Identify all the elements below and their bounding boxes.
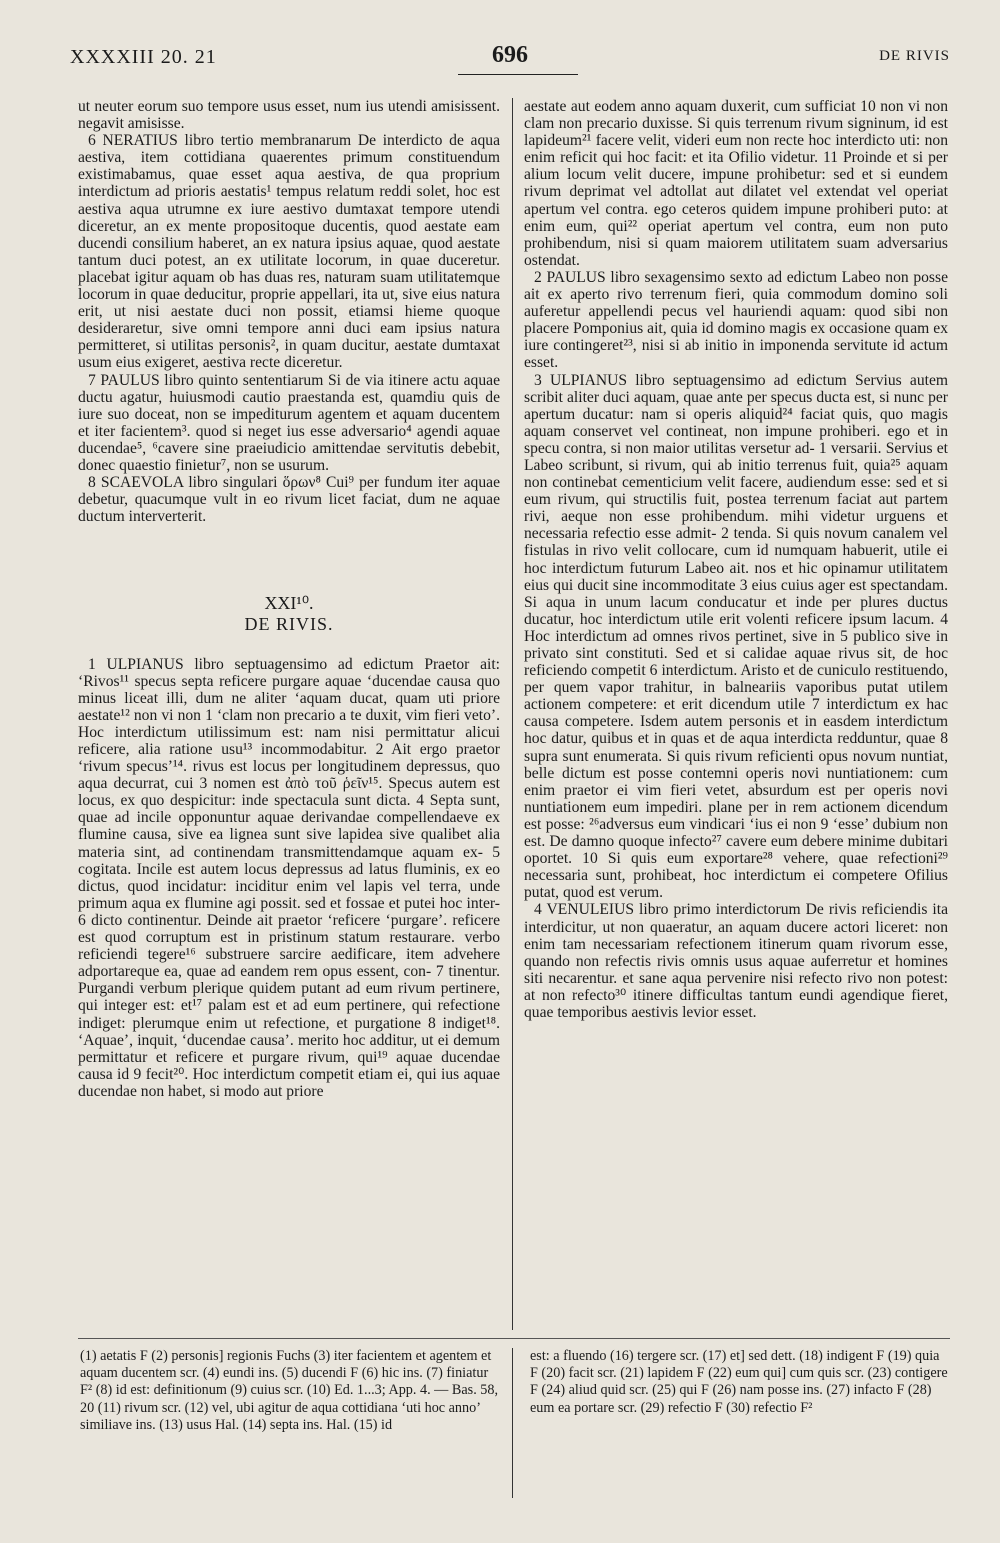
footnote-column-divider	[512, 1348, 513, 1498]
header-rule	[458, 74, 578, 75]
paragraph: 2 PAULUS libro sexagensimo sexto ad edictum Labeo non posse ait ex aperto rivo terrenum fieri, quia commodum domino soli auferetur appellendi pecus vel hauriendi aquam: quod sibi non placere Pomponius ait, quia id domino magis ex occasione quam ex iure contingeret²³, nisi si ab initio in imponenda servitute id actum esset.	[524, 268, 948, 372]
paragraph: ut neuter eorum suo tempore usus esset, num ius utendi amisissent. negavit amisisse.	[78, 98, 500, 133]
column-divider	[512, 98, 513, 1330]
header-section-reference: XXXXIII 20. 21	[70, 46, 217, 68]
paragraph: 7 PAULUS libro quinto sententiarum Si de via itinere actu aquae ductu agatur, huiusmodi cautio praestanda est, quamdiu quis de iure suo doceat, non se impediturum agentem et aquam ducentem et iter facientem³. quod si neget ius esse adversario⁴ agendi aquae ducendae⁵, ⁶cavere sine praeiudicio amittendae servitutis debebit, donec quaestio finietur⁷, non se usurum.	[78, 371, 500, 474]
title-number: XXI¹⁰.	[264, 593, 314, 614]
header-running-title: DE RIVIS	[879, 48, 950, 64]
footnotes-right: est: a fluendo (16) tergere scr. (17) et] sed dett. (18) indigent F (19) quia F (20) facit scr. (21) lapidem F (22) eum qui] cum quis scr. (23) contigere F (24) aliud quid scr. (25) qui F (26) nam posse ins. (27) infacto F (28) eum ea portare scr. (29) refectio F (30) refectio F²	[530, 1348, 948, 1416]
title-heading: DE RIVIS.	[244, 614, 334, 635]
paragraph: 8 SCAEVOLA libro singulari ὅρων⁸ Cui⁹ per fundum iter aquae debetur, quacumque vult in eo rivum licet faciat, dum ne aquae ductum interverterit.	[78, 474, 500, 526]
paragraph: 1 ULPIANUS libro septuagensimo ad edictum Praetor ait: ‘Rivos¹¹ specus septa reficere purgare aquae ‘ducendae causa quo minus liceat illi, dum ne aliter ‘aquam ducat, quam uti priore aestate¹² non vi non 1 ‘clam non precario a te duxit, vim fieri veto’. Hoc interdictum utilissimum est: nam nisi permittatur alicui reficere, alia ratione usu¹³ incommodabitur. 2 Ait ergo praetor ‘rivum specus’¹⁴. rivus est locus per longitudinem depressus, quo aqua decurrat, cui 3 nomen est ἀπὸ τοῦ ῥεῖν¹⁵. Specus autem est locus, ex quo despicitur: inde spectacula sunt dicta. 4 Septa sunt, quae ad incile opponuntur aquae derivandae compellendaeve ex flumine causa, sive ea lignea sunt sive lapidea sive qualibet alia materia sint, ad continendam transmittendamque aquam ex- 5 cogitata. Incile est autem locus depressus ad latus fluminis, ex eo dictus, quod incidatur: inciditur enim vel lapis vel terra, unde primum aqua ex flumine agi possit. sed et fossae et putei hoc inter- 6 dicto continentur. Deinde ait praetor ‘reficere ‘purgare’. reficere est quod corruptum est in pristinum statum restaurare. verbo reficiendi tegere¹⁶ substruere sarcire aedificare, item advehere adportareque ea, quae ad eandem rem opus essent, con- 7 tinentur. Purgandi verbum plerique quidem putant ad eum rivum pertinere, qui integer est: et¹⁷ palam est et ad eum pertinere, qui refectione indiget: plerumque enim ut refectione, et purgatione 8 indiget¹⁸. ‘Aquae’, inquit, ‘ducendae causa’. merito hoc additur, ut ei demum permittatur et reficere et purgare rivum, qui¹⁹ aquae ducendae causa id 9 fecit²⁰. Hoc interdictum competit etiam ei, qui ius aquae ducendae non habet, si modo aut priore	[78, 655, 500, 1100]
right-column	[524, 98, 948, 1021]
footnote-rule	[78, 1338, 950, 1339]
footnotes-left: (1) aetatis F (2) personis] regionis Fuchs (3) iter facientem et agentem et aquam ducentem scr. (4) eundi ins. (5) ducendi F (6) hic ins. (7) finiatur F² (8) id est: definitionum (9) cuius scr. (10) Ed. 1...3; App. 4. — Bas. 58, 20 (11) rivum scr. (12) vel, ubi agitur de aqua cottidiana ‘uti hoc anno’ similiave ins. (13) usus Hal. (14) septa ins. Hal. (15) id	[80, 1348, 499, 1433]
paragraph: aestate aut eodem anno aquam duxerit, cum sufficiat 10 non vi non clam non precario duxisse. Si quis terrenum rivum signinum, id est lapideum²¹ facere velit, videri eum non recte hoc interdicto uti: non enim reficit qui hoc facit: et ita Ofilio videtur. 11 Proinde et si per alium locum velit ducere, impune prohibetur: sed et si eundem rivum deprimat vel adtollat aut dilatet vel extendat vel operiat apertum vel contra. ego ceteros quidem impune prohiberi puto: at enim eum, qui²² operiat apertum vel contra, eum non puto prohibendum, nisi si quam maiorem utilitatem suam adversarius ostendat.	[524, 98, 948, 269]
paragraph: 3 ULPIANUS libro septuagensimo ad edictum Servius autem scribit aliter duci aquam, quae ante per specus ducta est, si nunc per apertum ducatur: nam si operis aliquid²⁴ faciat quis, quo magis aquam conservet vel contineat, non impune prohiberi. ego et in specu contra, si non maior utilitas versetur ad- 1 versarii. Servius et Labeo scribunt, si rivum, qui ab initio terrenus fuit, quia²⁵ aquam non continebat cementicium velit facere, audiendum esse: sed et si eum rivum, qui structilis fuit, postea terrenum faciat aut partem rivi, aeque non esse prohibendum. mihi videtur urguens et necessaria refectio esse admit- 2 tenda. Si quis novum canalem vel fistulas in rivo velit collocare, cum id numquam habuerit, utile ei hoc interdictum futurum Labeo ait. nos et hic opinamur utilitatem eius qui ducit sine incommoditate 3 eius cuius ager est spectandam. Si aqua in unum lacum conducatur et inde per plures ductus ducatur, hoc interdictum utile erit volenti reficere ipsum lacum. 4 Hoc interdictum ad omnes rivos pertinet, sive in 5 publico sive in privato sint constituti. Sed et si calidae aquae rivus sit, de hoc reficiendo competit 6 interdictum. Aristo et de cuniculo restituendo, per quem vapor trahitur, in balneariis vaporibus putat utilem actionem competere: et erit dicendum utile 7 interdictum ex hac causa competere. Isdem autem personis et in easdem interdictum hoc datur, quibus et in quas et de aqua interdicta redduntur, quae 8 supra sunt enumerata. Si quis rivum reficienti opus novum nuntiat, belle dictum est posse contemni operis novi nuntiationem: cum enim praetor ei vim fieri vetet, absurdum est per operis novi nuntiationem eum impediri. plane per in rem actionem dicendum est posse: ²⁶adversus eum vindicari ‘ius ei non 9 ‘esse’ dubium non est. De damno quoque infecto²⁷ cavere eum debere minime dubitari oportet. 10 Si quis eum exportare²⁸ vehere, quae refectioni²⁹ necessaria sunt, prohibeat, hoc interdictum ei competere Ofilius putat, quod est verum.	[524, 371, 948, 902]
page-number: 696	[492, 42, 528, 68]
running-header	[70, 44, 950, 78]
paragraph: 6 NERATIUS libro tertio membranarum De interdicto de aqua aestiva, item cottidiana quaerentes primum constituendum existimabamus, quae esset aqua aestiva, de qua proprium interdictum ad prioris aestatis¹ tempus relatum reddi solet, hoc est aestiva aqua utrumne ex iure aestivo dumtaxat tempore utendi diceretur, an ex mente propositoque ducentis, quod aestate eam ducendi consilium haberet, an ex natura ipsius aquae, quod aestate tantum duci potest, an ex utilitate locorum, in quae duceretur. placebat igitur aquam ob has duas res, naturam suam utilitatemque locorum in quae deducitur, proprie appellari, ita ut, sive eius natura erit, ut nisi aestate duci non possit, etiamsi hieme quoque desideraretur, sive omni tempore anni duci eam ipsius natura permitteret, si utilitas personis², in quam ducitur, aestate dumtaxat usum eius exigeret, aestiva recte diceretur.	[78, 132, 500, 372]
paragraph: 4 VENULEIUS libro primo interdictorum De rivis reficiendis ita interdicitur, ut non quaeratur, an aquam ducere actori liceret: non enim tam necessariam refectionem itinerum quam rivorum esse, quando non refectis rivis omnis usus aquae auferretur et homines siti necarentur. et sane aqua pervenire nisi refecto rivo non potest: at non refecto³⁰ itinere difficultas tantum eundi agendique fieret, quae temporibus aestivis levior esset.	[524, 901, 948, 1021]
left-column	[78, 98, 500, 1100]
